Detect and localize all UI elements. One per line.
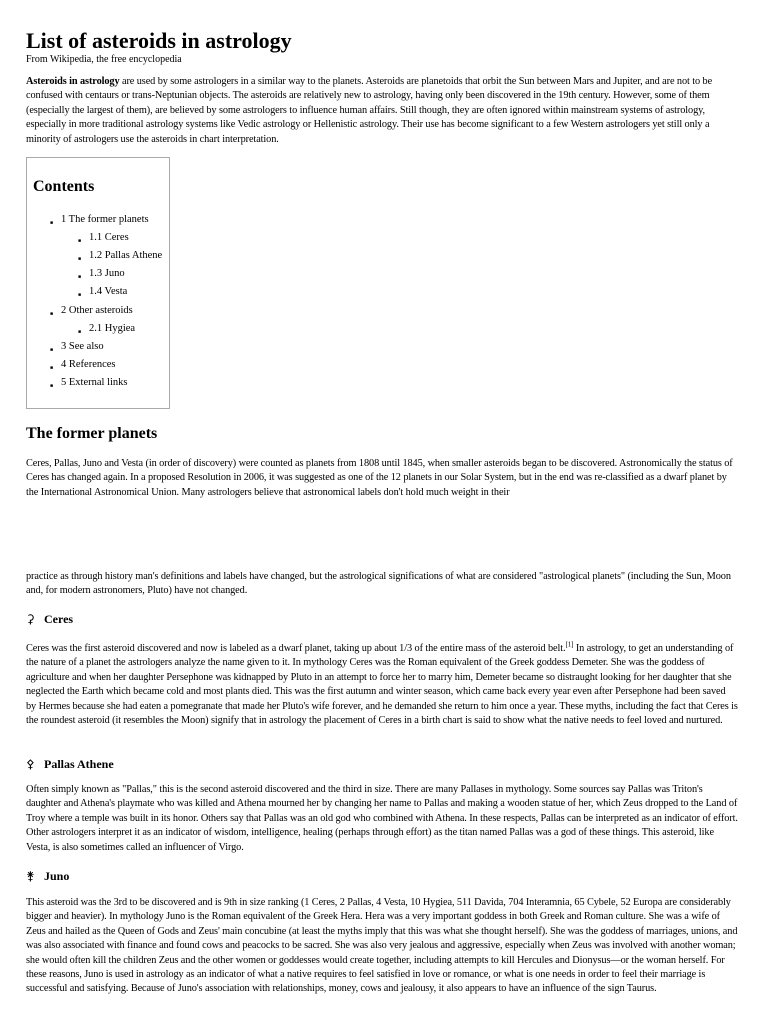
toc-item-other-asteroids[interactable]: ■ 2 Other asteroids — [61, 305, 133, 317]
toc-item-ceres[interactable]: ■ 1.1 Ceres — [89, 232, 129, 244]
toc-item-vesta[interactable]: ■ 1.4 Vesta — [89, 286, 127, 298]
toc-item-external-links[interactable]: ■ 5 External links — [61, 377, 128, 389]
former-planets-paragraph-1: Ceres, Pallas, Juno and Vesta (in order of discovery) were counted as planets from 1808 until 1845, when smaller asteroids began to be discovered. Astronomically the status of Ceres has changed again. In a proposed Resolution in 2006, it was suggested as one of the 12 planets in our Solar System, but in the end was re-classified as a dwarf planet by the International Astronomical Union. Many astrologers believe that astronomical labels don't hold much weight in their — [26, 458, 733, 498]
juno-symbol-icon: ⚵ — [26, 869, 35, 883]
table-of-contents — [26, 157, 170, 409]
heading-former-planets: The former planets — [26, 425, 158, 442]
page-title: List of asteroids in astrology — [26, 28, 292, 53]
ceres-paragraph: Ceres was the first asteroid discovered and now is labeled as a dwarf planet, taking up about 1/3 of the entire mass of the asteroid belt.[1] In astrology, to get an understanding of the nature of a planet the astrologers analyze the name given to it. In mythology Ceres was the Roman equivalent of the Greek goddess Demeter. She was the goddess of agriculture and when her daughter Persephone was kidnapped by Pluto in an attempt to force her to marry him, Demeter became so distraught looking for her daughter that she neglected the Earth which became cold and most plants died. This was the first autumn and winter season, which came back every year even after Persephone had been saved by Hermes because she had eaten a pomegranate that made her Pluto's wife forever, and he demanded she return to him once a year. These myths, including the fact that Ceres is the roundest asteroid (it resembles the Moon) signify that in astrology the placement of Ceres in a birth chart is said to show what the native needs to feel loved and nurtured. — [26, 640, 738, 727]
toc-item-pallas-athene[interactable]: ■ 1.2 Pallas Athene — [89, 250, 162, 262]
toc-item-hygiea[interactable]: ■ 2.1 Hygiea — [89, 323, 135, 335]
heading-juno: ⚵ Juno — [26, 869, 70, 883]
toc-item-see-also[interactable]: ■ 3 See also — [61, 341, 104, 353]
toc-title: Contents — [33, 178, 95, 195]
toc-item-juno[interactable]: ■ 1.3 Juno — [89, 268, 125, 280]
reference-link[interactable]: [1] — [565, 640, 574, 649]
heading-pallas-athene: ⚴ Pallas Athene — [26, 757, 114, 771]
tagline: From Wikipedia, the free encyclopedia — [26, 54, 182, 65]
intro-text: are used by some astrologers in a similar way to the planets. Asteroids are planetoids that orbit the Sun between Mars and Jupiter, and are not to be confused with centaurs or trans-Neptunian objects. The asteroids are relatively new to astrology, having only been discovered in the 19th century. However, some of them (especially the largest of them), are believed by some astrologers to influence human affairs. Still though, they are often ignored within mainstream systems of astrology, especially in more traditional astrology systems like Vedic astrology or Hellenistic astrology. Their use has become significant to a few Western astrologers yet still only a minority of astrologers use the asteroids in chart interpretation. — [26, 76, 713, 145]
juno-paragraph: This asteroid was the 3rd to be discovered and is 9th in size ranking (1 Ceres, 2 Pallas, 4 Vesta, 10 Hygiea, 511 Davida, 704 Interamnia, 65 Cybele, 52 Europa are considerably bigger and heavier). In mythology Juno is the Roman equivalent of the Greek Hera. Hera was a very important goddess in both Greek and Roman culture. She was a wife of Zeus and hailed as the Queen of Gods and Zeus' main concubine (at least the myths imply that this was what she thought herself). She was the goddess of marriages, unions, and was also associated with finance and found cows and peacocks to be sacred. She was also very jealous and aggressive, especially when Zeus was involved with another woman; she would often kill the children Zeus and the other women or goddesses would create together, including attempts to kill Hercules and Dionysus—or the woman herself. For these reasons, Juno is used in astrology as an indicator of what a native requires to feel satisfied in love or romance, or what is one needs in order to feel their marriage is successful and satisfying. Because of Juno's association with relationships, money, cows and jealousy, it also appears to have an influence of the sign Taurus. — [26, 897, 738, 995]
toc-item-former-planets[interactable]: ■ 1 The former planets — [61, 214, 149, 226]
pallas-symbol-icon: ⚴ — [26, 757, 35, 771]
heading-ceres: ⚳ Ceres — [26, 612, 74, 626]
intro-paragraph — [26, 75, 738, 147]
former-planets-paragraph-2: practice as through history man's definitions and labels have changed, but the astrological significations of what are considered "astrological planets" (including the Sun, Moon and, for modern astronomers, Pluto) have not changed. — [26, 571, 731, 597]
ceres-symbol-icon: ⚳ — [26, 612, 35, 626]
toc-item-references[interactable]: ■ 4 References — [61, 359, 116, 371]
intro-bold-term: Asteroids in astrology — [26, 76, 120, 87]
pallas-paragraph: Often simply known as "Pallas," this is the second asteroid discovered and the third in size. There are many Pallases in mythology. Some sources say Pallas was Triton's daughter and Athena's playmate who was killed and Athena mourned her by changing her name to Pallas and making a wooden statue of her, which Zeus dropped to the Land of Troy where a temple was built in its honor. Others say that Pallas was an old god who combined with Athena. In these respects, Pallas can be interpreted as an indicator of effort. Other astrologers interpret it as an indicator of wisdom, intelligence, healing (perhaps through effort) as the titan named Pallas was a god of these things. This asteroid, like Vesta, is also sometimes called an influencer of Virgo. — [26, 784, 738, 853]
